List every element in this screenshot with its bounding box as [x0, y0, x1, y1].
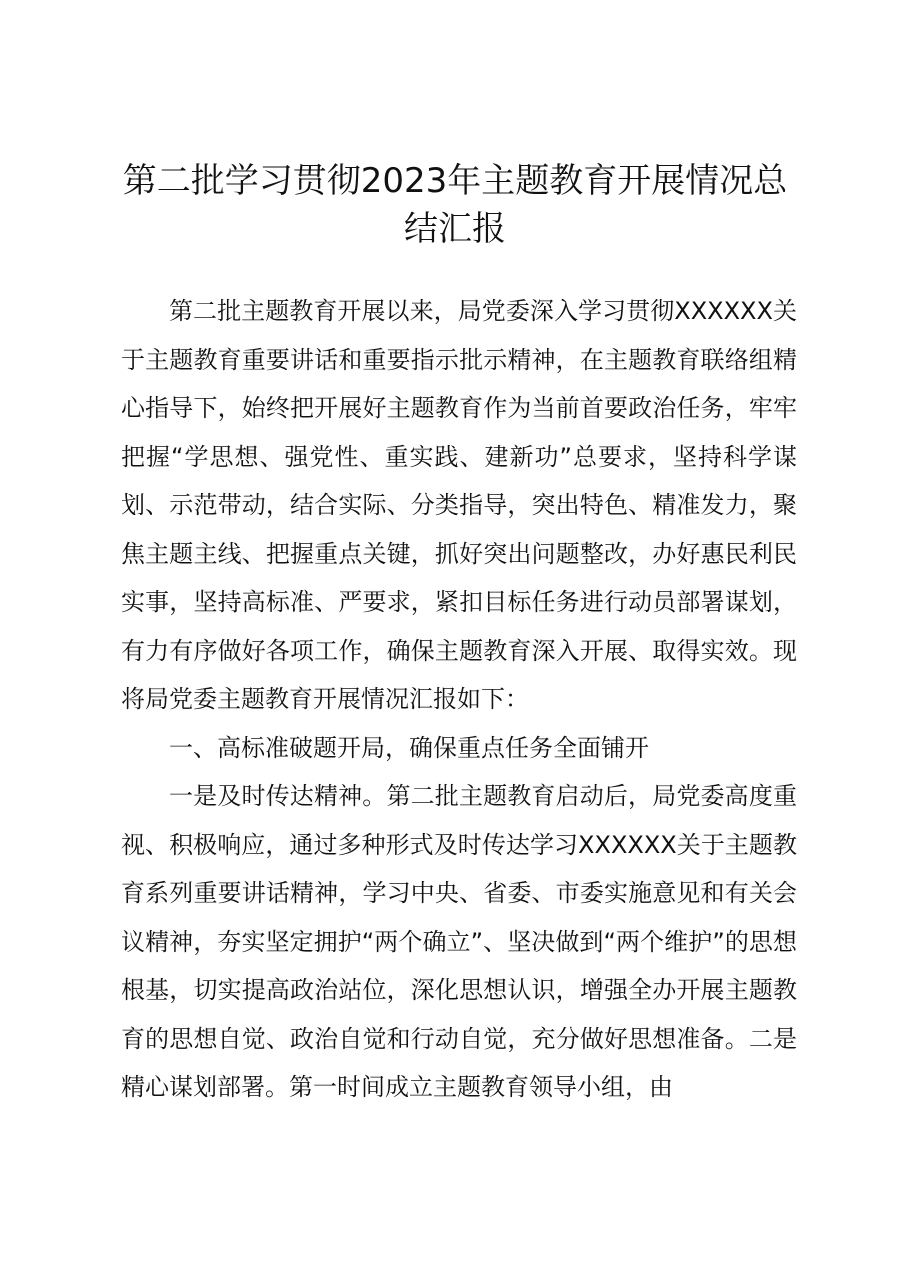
- paragraph-section-1: 一是及时传达精神。第二批主题教育启动后，局党委高度重视、积极响应，通过多种形式及时传达学习XXXXXX关于主题教育系列重要讲话精神，学习中央、省委、市委实施意见和有关会议精神，夯实坚定拥护“两个确立”、坚决做到“两个维护”的思想根基，切实提高政治站位，深化思想认识，增强全办开展主题教育的思想自觉、政治自觉和行动自觉，充分做好思想准备。二是精心谋划部署。第一时间成立主题教育领导小组，由: [121, 782, 797, 1101]
- document-body: [121, 287, 797, 1112]
- paragraph-intro: 第二批主题教育开展以来，局党委深入学习贯彻XXXXXX关于主题教育重要讲话和重要指示批示精神，在主题教育联络组精心指导下，始终把开展好主题教育作为当前首要政治任务，牢牢把握“学思想、强党性、重实践、建新功”总要求，坚持科学谋划、示范带动，结合实际、分类指导，突出特色、精准发力，聚焦主题主线、把握重点关键，抓好突出问题整改，办好惠民利民实事，坚持高标准、严要求，紧扣目标任务进行动员部署谋划，有力有序做好各项工作，确保主题教育深入开展、取得实效。现将局党委主题教育开展情况汇报如下：: [121, 297, 797, 713]
- document-title: 第二批学习贯彻2023年主题教育开展情况总结汇报: [122, 161, 788, 249]
- section-heading-1: 一、高标准破题开局，确保重点任务全面铺开: [169, 733, 649, 762]
